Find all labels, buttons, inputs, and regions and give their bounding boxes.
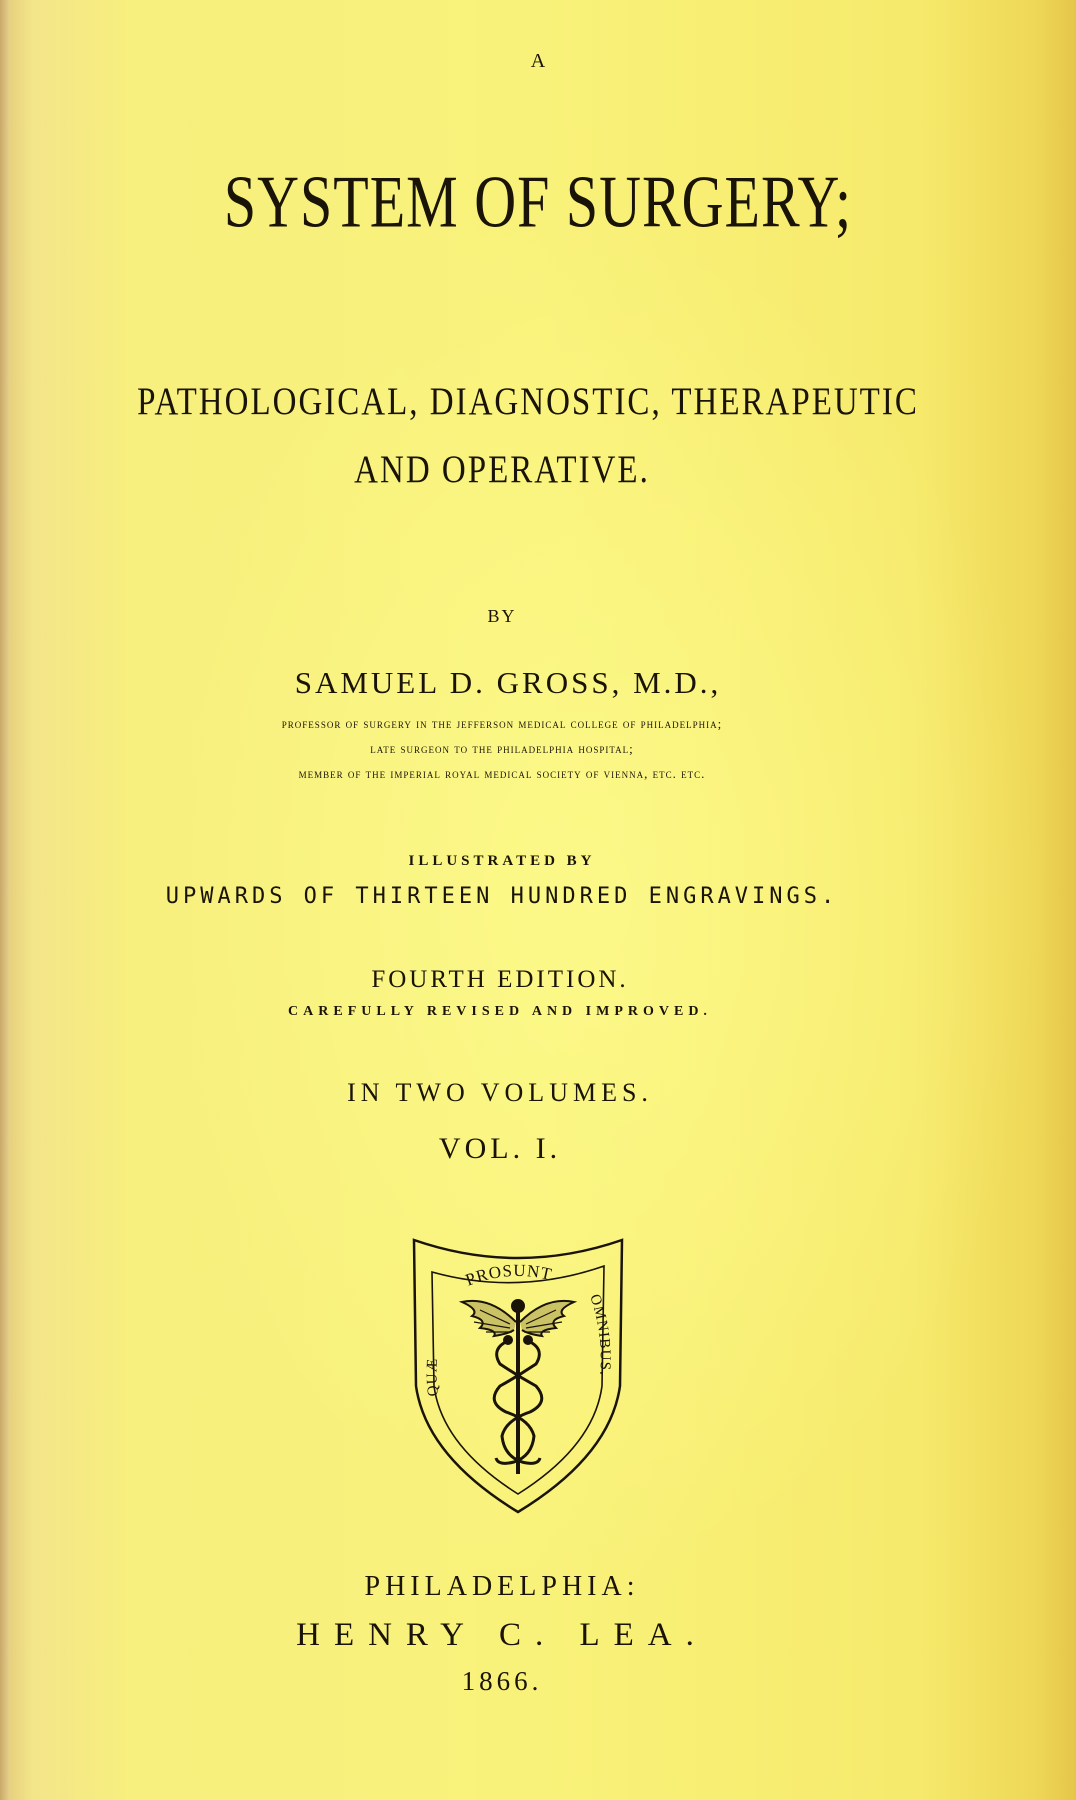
revised-line: CAREFULLY REVISED AND IMPROVED. (288, 1004, 712, 1019)
book-title: SYSTEM OF SURGERY; (223, 159, 853, 244)
author-credential-2: late surgeon to the philadelphia hospital; (370, 741, 634, 756)
emblem-motto-top: PROSUNT (462, 1260, 555, 1290)
publisher-name: HENRY C. LEA. (296, 1617, 708, 1653)
caduceus-emblem (410, 1236, 626, 1516)
publication-year: 1866. (461, 1666, 543, 1696)
edition-line: FOURTH EDITION. (371, 966, 629, 993)
engravings-line: UPWARDS OF THIRTEEN HUNDRED ENGRAVINGS. (165, 884, 839, 909)
volumes-line: IN TWO VOLUMES. (347, 1078, 653, 1107)
subtitle-line-1: PATHOLOGICAL, DIAGNOSTIC, THERAPEUTIC (137, 380, 919, 424)
illustrated-by-label: ILLUSTRATED BY (408, 853, 596, 869)
publication-city: PHILADELPHIA: (364, 1571, 640, 1602)
subtitle-line-2: AND OPERATIVE. (354, 448, 650, 492)
caduceus-icon (462, 1300, 574, 1474)
volume-number: VOL. I. (438, 1132, 562, 1165)
author-credential-1: professor of surgery in the jefferson medical college of philadelphia; (281, 716, 723, 731)
by-label: BY (487, 606, 517, 626)
author-name: SAMUEL D. GROSS, M.D., (294, 665, 722, 700)
author-credential-3: member of the imperial royal medical society of vienna, etc. etc. (298, 766, 706, 781)
emblem-motto-right: OMNIBUS. (586, 1292, 613, 1377)
title-article: A (530, 50, 546, 72)
emblem-motto-left: QUÆ (424, 1357, 442, 1397)
